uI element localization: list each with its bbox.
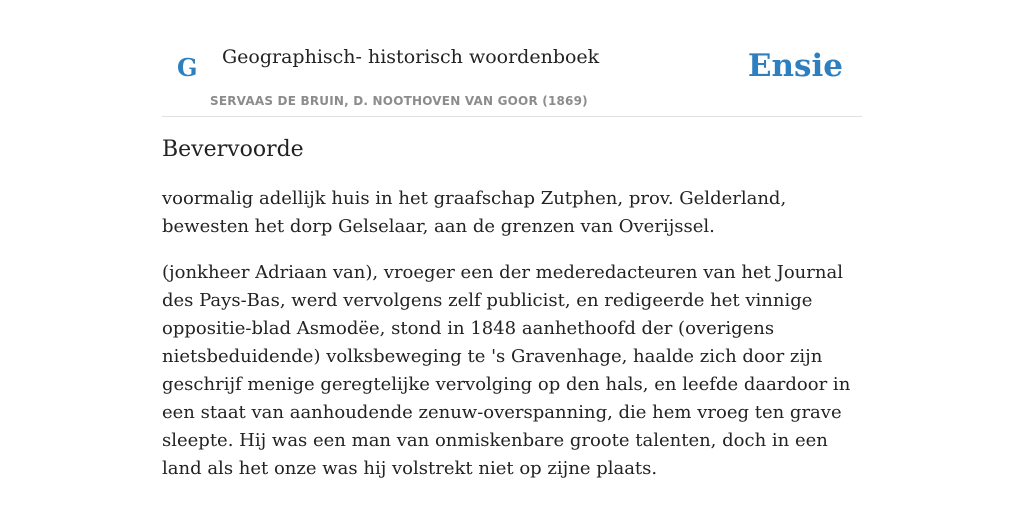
entry-title: Bevervoorde xyxy=(162,137,304,162)
entry-paragraph: voormalig adellijk huis in het graafschap Zutphen, prov. Gelderland, bewesten het dorp Gelselaar, aan de grenzen van Overijssel. xyxy=(162,187,787,237)
book-author: SERVAAS DE BRUIN, D. NOOTHOVEN VAN GOOR (1869) xyxy=(210,94,588,108)
book-logo-icon[interactable]: G xyxy=(177,53,198,82)
entry-content xyxy=(162,136,862,501)
book-header xyxy=(162,0,862,117)
book-title-link[interactable]: Geographisch- historisch woordenboek xyxy=(222,46,600,68)
ensie-logo-link[interactable]: Ensie xyxy=(747,48,843,84)
entry-paragraph: (jonkheer Adriaan van), vroeger een der mederedacteuren van het Journal des Pays-Bas, werd vervolgens zelf publicist, en redigeerde het vinnige oppositie-blad Asmodëe, stond in 1848 aanhethoofd der (overigens nietsbeduidende) volksbeweging te 's Gravenhage, haalde zich door zijn geschrijf menige geregtelijke vervolging op den hals, en leefde daardoor in een staat van aanhoudende zenuw-overspanning, die hem vroeg ten grave sleepte. Hij was een man van onmiskenbare groote talenten, doch in een land als het onze was hij volstrekt niet op zijne plaats. xyxy=(162,261,851,479)
